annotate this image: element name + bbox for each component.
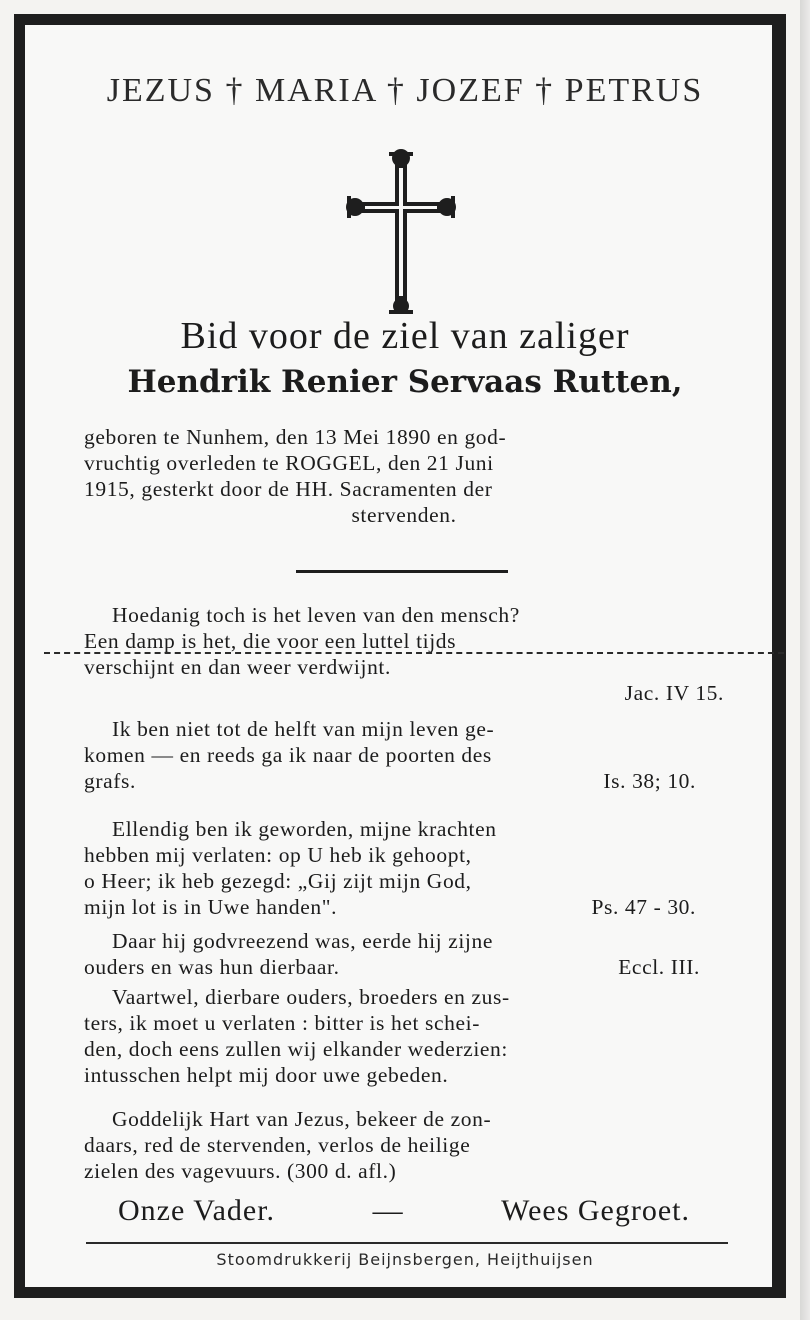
- quote-isaias: [84, 716, 724, 794]
- birth-death-text: [84, 424, 724, 528]
- birth-line: 1915, gesterkt door de HH. Sacramenten der: [84, 477, 493, 501]
- quote-line: Hoedanig toch is het leven van den mensch?: [112, 603, 520, 627]
- closing-dash: —: [372, 1194, 404, 1227]
- farewell-line: Vaartwel, dierbare ouders, broeders en zus-: [112, 985, 510, 1009]
- quote-line: o Heer; ik heb gezegd: „Gij zijt mijn God,: [84, 869, 472, 893]
- quote-line: verschijnt en dan weer verdwijnt.: [84, 655, 391, 679]
- birth-line: stervenden.: [351, 503, 457, 527]
- quote-line-with-ref: [84, 894, 724, 920]
- farewell-line: intusschen helpt mij door uwe gebeden.: [84, 1063, 449, 1087]
- header-invocation: JEZUS † MARIA † JOZEF † PETRUS: [106, 72, 704, 109]
- prayer-line: daars, red de stervenden, verlos de heilige: [84, 1133, 471, 1157]
- quote-ecclesiasticus: [84, 928, 724, 980]
- quote-psalm: [84, 816, 724, 920]
- quote-line: Ellendig ben ik geworden, mijne krachten: [112, 817, 497, 841]
- quote-line: Daar hij godvreezend was, eerde hij zijne: [112, 929, 493, 953]
- closing-prayers: [84, 1194, 724, 1228]
- prayer-text: [84, 1106, 724, 1184]
- birth-line: geboren te Nunhem, den 13 Mei 1890 en god-: [84, 425, 507, 449]
- quote-reference: Jac. IV 15.: [624, 681, 724, 705]
- prayer-line: Goddelijk Hart van Jezus, bekeer de zon-: [112, 1107, 492, 1131]
- quote-reference: Eccl. III.: [618, 955, 700, 979]
- our-father: Onze Vader.: [118, 1194, 276, 1227]
- page-edge: [800, 0, 810, 1320]
- divider: [296, 570, 508, 573]
- birth-line: vruchtig overleden te ROGGEL, den 21 Juni: [84, 451, 494, 475]
- quote-line: ouders en was hun dierbaar.: [84, 955, 340, 979]
- pray-line: Bid voor de ziel van zaliger: [180, 315, 630, 357]
- quote-line: grafs.: [84, 769, 136, 793]
- quote-line-with-ref: [84, 954, 724, 980]
- quote-line: Een damp is het, die voor een luttel tijds: [84, 629, 457, 653]
- deceased-name: Hendrik Renier Servaas Rutten,: [127, 364, 683, 400]
- printer-imprint: Stoomdrukkerij Beijnsbergen, Heijthuijsen: [216, 1250, 594, 1269]
- farewell-line: den, doch eens zullen wij elkander wederzien:: [84, 1037, 508, 1061]
- quote-line: Ik ben niet tot de helft van mijn leven ge-: [112, 717, 495, 741]
- fold-line: [44, 652, 784, 656]
- cross-icon: [345, 148, 457, 316]
- farewell-line: ters, ik moet u verlaten : bitter is het schei-: [84, 1011, 480, 1035]
- quote-reference: Ps. 47 - 30.: [591, 895, 696, 919]
- footer-rule: [86, 1242, 728, 1244]
- hail-mary: Wees Gegroet.: [501, 1194, 690, 1227]
- farewell-text: [84, 984, 724, 1088]
- quote-line: hebben mij verlaten: op U heb ik gehoopt,: [84, 843, 472, 867]
- quote-line: komen — en reeds ga ik naar de poorten des: [84, 743, 492, 767]
- prayer-line: zielen des vagevuurs. (300 d. afl.): [84, 1159, 397, 1183]
- quote-reference: Is. 38; 10.: [603, 769, 696, 793]
- quote-line-with-ref: [84, 768, 724, 794]
- quote-line: mijn lot is in Uwe handen".: [84, 895, 338, 919]
